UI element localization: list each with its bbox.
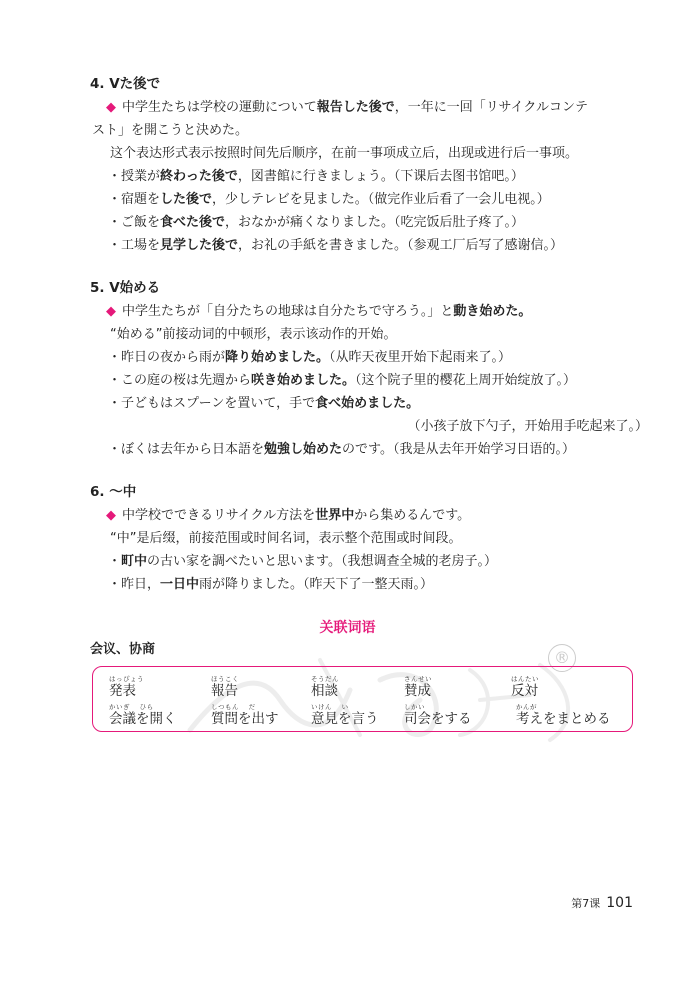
example-bullet: ・工場を見学した後で，お礼の手紙を書きました。（参观工厂后写了感谢信。） [108, 238, 564, 253]
example-sentence: ◆ 中学生たちが「自分たちの地球は自分たちで守ろう。」と動き始めた。 [106, 304, 532, 319]
vocab-item: はんたい 反対 [511, 675, 539, 699]
example-bullet: ・ぼくは去年から日本語を勉強し始めたのです。（我是从去年开始学习日语的。） [108, 442, 575, 457]
lesson-label: 第7课 [571, 897, 601, 910]
vocab-box [92, 666, 633, 732]
example-bullet: ・昨日，一日中雨が降りました。（昨天下了一整天雨。） [108, 577, 434, 592]
grammar-section-5 [90, 276, 650, 461]
page-number: 101 [606, 895, 633, 911]
vocab-heading: 关联词语 [319, 620, 376, 636]
vocab-item: しつもん だ 質問を出す [211, 703, 279, 727]
grammar-section-4 [90, 72, 650, 257]
section-title: 5. V始める [90, 280, 161, 296]
example-sentence: ◆ 中学生たちは学校の運動について報告した後で，一年に一回「リサイクルコンテ [106, 100, 588, 115]
example-bullet: ・授業が終わった後で，図書館に行きましょう。（下课后去图书馆吧。） [108, 169, 524, 184]
example-bullet: ・ご飯を食べた後で，おなかが痛くなりました。（吃完饭后肚子疼了。） [108, 215, 525, 230]
example-bullet: ・宿題をした後で，少しテレビを見ました。（做完作业后看了一会儿电视。） [108, 192, 550, 207]
section-title: 6. ～中 [90, 484, 137, 500]
vocab-item: かいぎ ひら 会議を開く [109, 703, 177, 727]
vocab-item: ほうこく 報告 [211, 675, 239, 699]
section-title: 4. Vた後で [90, 76, 161, 92]
registered-mark-icon: ® [548, 644, 576, 672]
vocab-item: かんが 考えをまとめる [516, 703, 611, 727]
vocab-item: さんせい 賛成 [404, 675, 432, 699]
explanation: 这个表达形式表示按照时间先后顺序，在前一事项成立后，出现或进行后一事项。 [110, 146, 579, 161]
example-bullet: ・町中の古い家を調べたいと思います。（我想调查全城的老房子。） [108, 554, 497, 569]
diamond-icon: ◆ [106, 100, 116, 115]
example-bullet: ・子どもはスプーンを置いて，手で食べ始めました。 [108, 396, 420, 411]
example-bullet: ・昨日の夜から雨が降り始めました。（从昨天夜里开始下起雨来了。） [108, 350, 512, 365]
vocab-item: はっぴょう 発表 [109, 675, 144, 699]
vocab-item: しかい 司会をする [404, 703, 472, 727]
vocab-item: そうだん 相談 [311, 675, 339, 699]
diamond-icon: ◆ [106, 508, 116, 523]
example-bullet: ・この庭の桜は先週から咲き始めました。（这个院子里的樱花上周开始绽放了。） [108, 373, 577, 388]
grammar-section-6 [90, 480, 650, 596]
example-sentence: ◆ 中学校でできるリサイクル方法を世界中から集めるんです。 [106, 508, 471, 523]
page-footer [571, 895, 633, 911]
vocab-subheading: 会议、协商 [90, 642, 156, 657]
explanation: “中”是后缀，前接范围或时间名词，表示整个范围或时间段。 [110, 531, 462, 546]
vocab-item: いけん い 意見を言う [311, 703, 379, 727]
example-translation: （小孩子放下勺子，开始用手吃起来了。） [407, 419, 648, 434]
example-sentence-continued: スト」を開こうと決めた。 [92, 123, 249, 138]
diamond-icon: ◆ [106, 304, 116, 319]
explanation: “始める”前接动词的中顿形，表示该动作的开始。 [110, 327, 397, 342]
